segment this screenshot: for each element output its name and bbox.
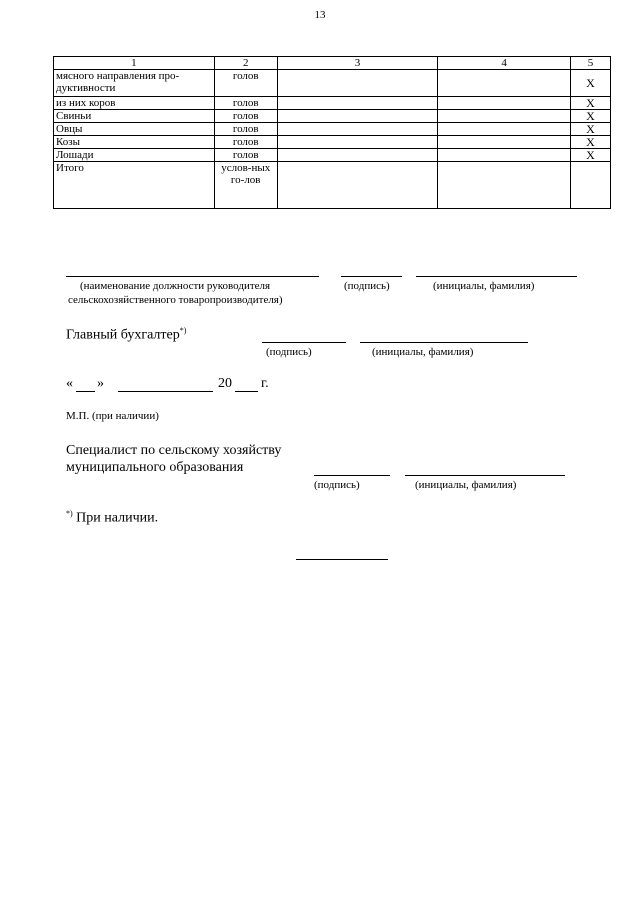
specialist-initials-caption: (инициалы, фамилия) (415, 479, 517, 491)
row-col5: Х (571, 136, 611, 149)
row-col5: Х (571, 70, 611, 97)
header-cell: 4 (438, 57, 571, 70)
row-col5: Х (571, 149, 611, 162)
specialist-signature-caption: (подпись) (314, 479, 360, 491)
table-row (54, 149, 611, 162)
head-initials-line (416, 276, 577, 277)
row-unit: услов-ных го-лов (214, 162, 277, 209)
row-col4 (438, 136, 571, 149)
accountant-initials-line (360, 342, 528, 343)
row-unit: голов (214, 136, 277, 149)
table-row-total (54, 162, 611, 209)
head-signature-line (341, 276, 402, 277)
date-month-line (118, 391, 213, 392)
row-unit: голов (214, 149, 277, 162)
row-col3 (277, 136, 438, 149)
accountant-initials-caption: (инициалы, фамилия) (372, 346, 474, 358)
row-col4 (438, 110, 571, 123)
head-position-caption-1: (наименование должности руководителя (80, 280, 271, 292)
row-col5: Х (571, 110, 611, 123)
row-name: Свиньи (54, 110, 215, 123)
row-col4 (438, 162, 571, 209)
date-year: 20 (218, 376, 232, 391)
footnote (66, 509, 158, 527)
head-position-caption-2: сельскохозяйственного товаропроизводителя) (68, 294, 283, 306)
specialist-initials-line (405, 475, 565, 476)
table-row (54, 70, 611, 97)
row-col3 (277, 70, 438, 97)
head-initials-caption: (инициалы, фамилия) (433, 280, 535, 292)
footnote-ref: *) (179, 326, 187, 335)
row-col5 (571, 162, 611, 209)
table-row (54, 123, 611, 136)
header-cell: 5 (571, 57, 611, 70)
row-name: Итого (54, 162, 215, 209)
date-year-line (235, 391, 258, 392)
date-year-suffix: г. (261, 376, 269, 391)
head-signature-caption: (подпись) (344, 280, 390, 292)
accountant-signature-line (262, 342, 346, 343)
head-position-line (66, 276, 319, 277)
row-col3 (277, 110, 438, 123)
specialist-signature-line (314, 475, 390, 476)
header-cell: 3 (277, 57, 438, 70)
row-unit: голов (214, 110, 277, 123)
date-day-line (76, 391, 95, 392)
row-name: Овцы (54, 123, 215, 136)
table-row (54, 97, 611, 110)
row-name: Козы (54, 136, 215, 149)
row-unit: голов (214, 97, 277, 110)
row-col3 (277, 149, 438, 162)
row-col3 (277, 97, 438, 110)
table-row (54, 110, 611, 123)
row-col5: Х (571, 123, 611, 136)
footnote-text: При наличии. (76, 510, 159, 526)
chief-accountant-label: Главный бухгалтер*) (66, 326, 187, 343)
livestock-table (53, 56, 611, 209)
table-row (54, 136, 611, 149)
accountant-signature-caption: (подпись) (266, 346, 312, 358)
row-col3 (277, 123, 438, 136)
row-col4 (438, 149, 571, 162)
specialist-label-2: муниципального образования (66, 460, 244, 475)
row-name: Лошади (54, 149, 215, 162)
row-unit: голов (214, 70, 277, 97)
date-open-quote: « (66, 376, 73, 391)
row-col4 (438, 123, 571, 136)
stamp-label: М.П. (при наличии) (66, 410, 159, 422)
row-col5: Х (571, 97, 611, 110)
header-cell: 2 (214, 57, 277, 70)
row-unit: голов (214, 123, 277, 136)
header-cell: 1 (54, 57, 215, 70)
row-name: мясного направления про-дуктивности (54, 70, 215, 97)
row-name: из них коров (54, 97, 215, 110)
row-col3 (277, 162, 438, 209)
row-col4 (438, 97, 571, 110)
end-divider (296, 559, 388, 560)
specialist-label-1: Специалист по сельскому хозяйству (66, 443, 282, 458)
table-header-row (54, 57, 611, 70)
row-col4 (438, 70, 571, 97)
date-close-quote: » (97, 376, 104, 391)
footnote-mark: *) (66, 509, 73, 518)
page-number: 13 (314, 9, 326, 21)
